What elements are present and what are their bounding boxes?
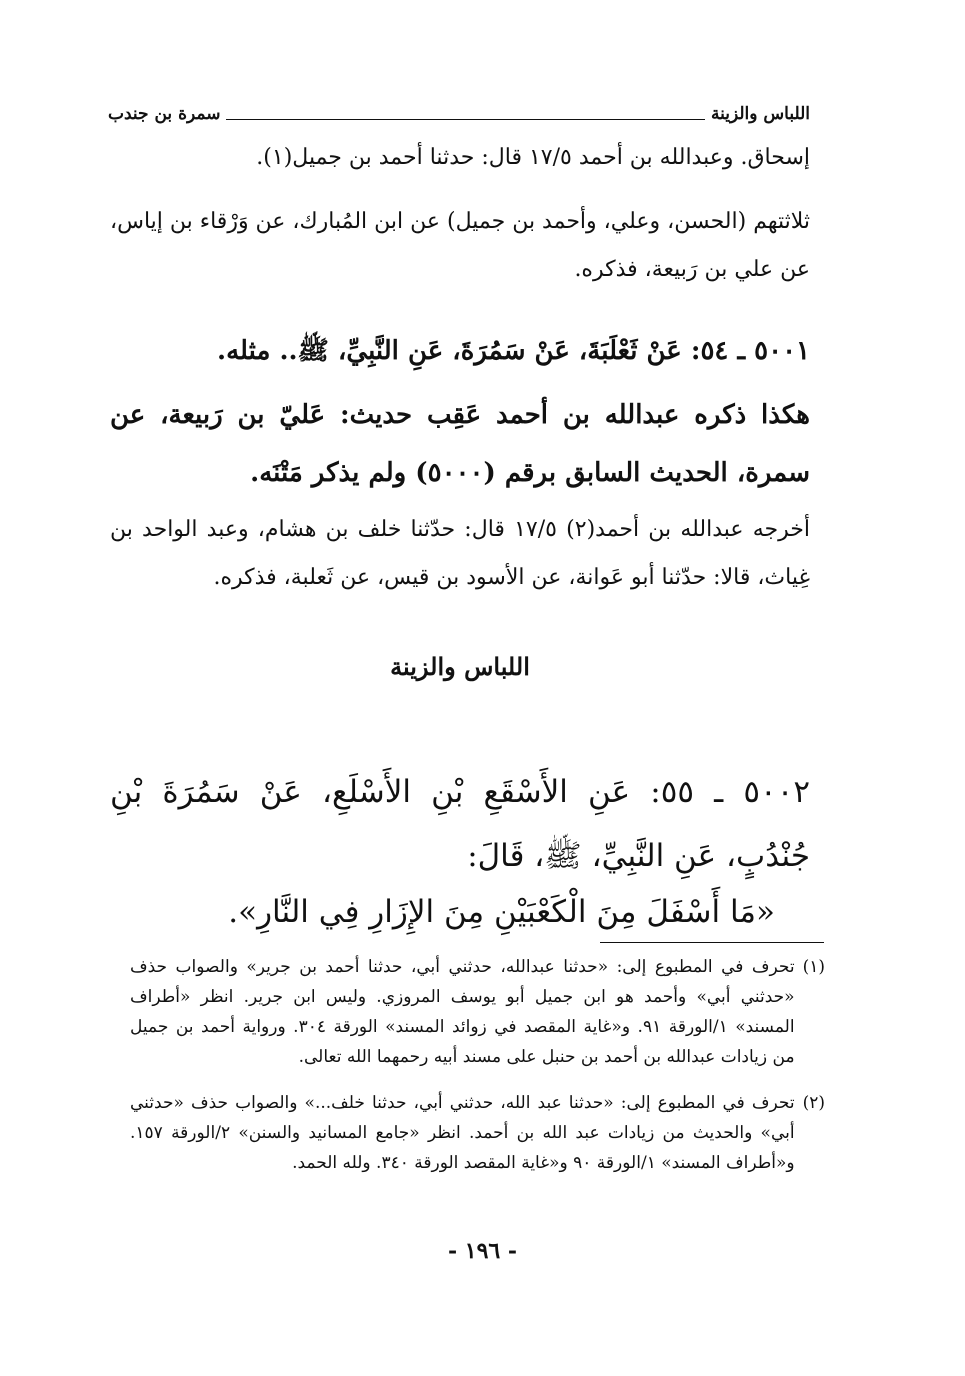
- footnote-2-text: تحرف في المطبوع إلى: «حدثنا عبد الله، حدثني أبي، حدثنا خلف...» والصواب حذف «حدثني أبي» والحديث من زيادات عبد الله بن أحمد. انظر «جامع المسانيد والسنن» ٢/الورقة ١٥٧. و«أطراف المسند» ١/الورقة ٩٠ و«غاية المقصد الورقة ٣٤٠. ولله الحمد.: [130, 1093, 795, 1173]
- footnote-separator: [600, 942, 824, 943]
- paragraph-chains: ثلاثتهم (الحسن، وعلي، وأحمد بن جميل) عن ابن المُبارك، عن وَرْقاء بن إياس، عن علي بن رَبيعة، فذكره.: [110, 209, 810, 282]
- footnote-2: [130, 1088, 825, 1178]
- page-number: - ١٩٦ -: [447, 1238, 518, 1264]
- section-title: اللباس والزينة: [390, 652, 530, 681]
- footnote-1-number: (١): [802, 957, 825, 977]
- hadith-5002-intro: ٥٠٠٢ ـ ٥٥: عَنِ الأَسْقَعِ بْنِ الأَسْلَعِ، عَنْ سَمُرَةَ بْنِ جُنْدُبٍ، عَنِ النَّبِيِّ، ﷺ، قَالَ:: [110, 774, 810, 874]
- footnote-1: [130, 952, 825, 1072]
- footnote-2-number: (٢): [802, 1093, 825, 1113]
- commentary-paragraph: هكذا ذكره عبدالله بن أحمد عَقِب حديث: عَليّ بن رَبيعة، عن سمرة، الحديث السابق برقم (٥٠٠٠) ولم يذكر مَتْنَه.: [110, 400, 810, 488]
- header-chapter-title: اللباس والزينة: [705, 104, 810, 124]
- running-header: [108, 90, 810, 124]
- hadith-5002-text: «مَا أَسْفَلَ مِنَ الْكَعْبَيْنِ مِنَ الإِزَارِ فِي النَّارِ».: [228, 894, 775, 930]
- hadith-5001: ٥٠٠١ ـ ٥٤: عَنْ ثَعْلَبَةَ، عَنْ سَمُرَةَ، عَنِ النَّبِيِّ، ﷺ.. مثله.: [217, 336, 810, 366]
- header-companion-name: سمرة بن جندب: [108, 104, 226, 124]
- paragraph-isnad-end: إسحاق. وعبدالله بن أحمد ١٧/٥ قال: حدثنا أحمد بن جميل(١).: [256, 145, 810, 170]
- footnote-1-text: تحرف في المطبوع إلى: «حدثنا عبدالله، حدثني أبي، حدثنا أحمد بن جرير» والصواب حذف «حدثني أبي» وأحمد هو ابن جميل أبو يوسف المروزي. وليس ابن جرير. انظر «أطراف المسند» ١/الورقة ٩١. و«غاية المقصد في زوائد المسند» الورقة ٣٠٤. ورواية أحمد بن جميل من زيادات عبدالله بن أحمد بن حنبل على مسند أبيه رحمهما الله تعالى.: [130, 957, 795, 1067]
- takhrij-paragraph: أخرجه عبدالله بن أحمد(٢) ١٧/٥ قال: حدّثنا خلف بن هشام، وعبد الواحد بن غِياث، قالا: حدّثنا أبو عَوانة، عن الأسود بن قيس، عن ثَعلبة، فذكره.: [110, 517, 810, 590]
